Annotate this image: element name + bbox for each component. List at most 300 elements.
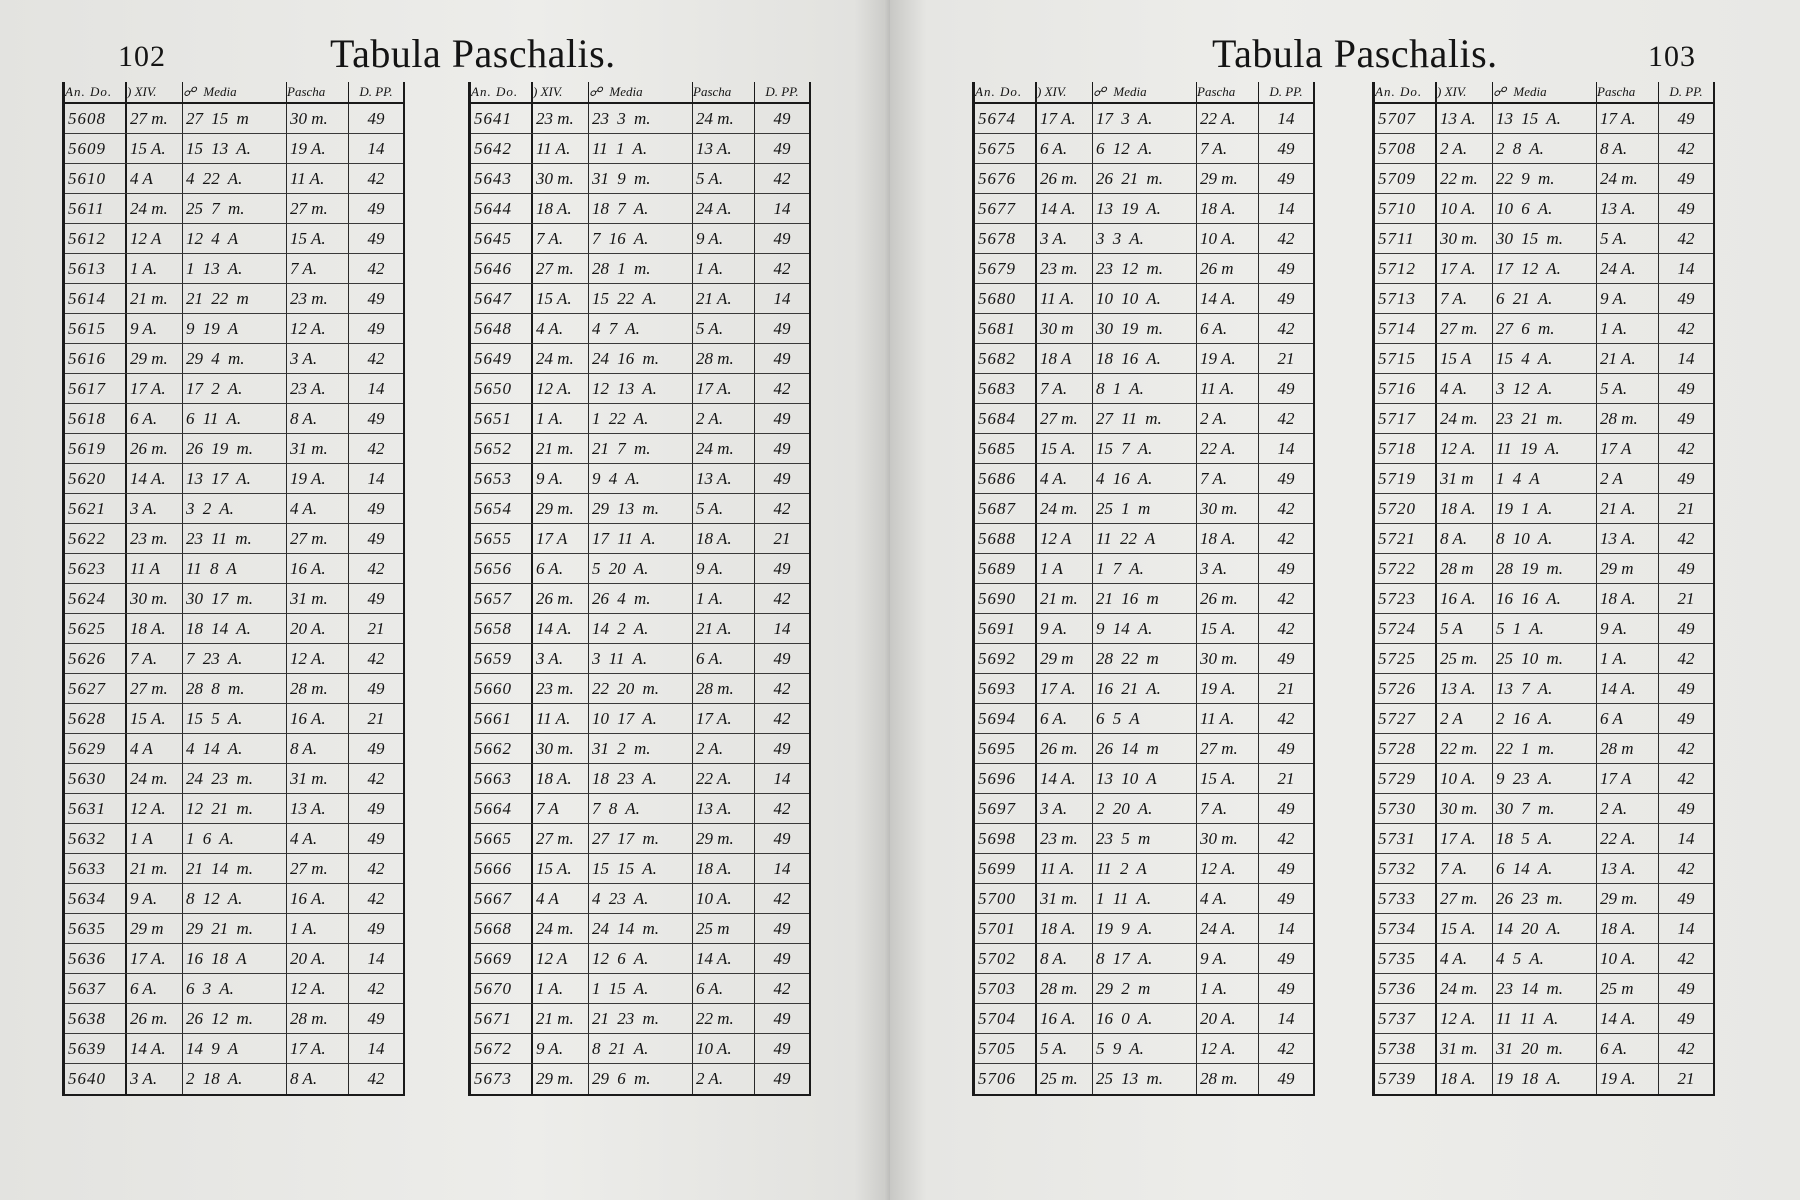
moon-xiv-cell: 28 m: [1437, 554, 1493, 583]
table-row: [975, 704, 1313, 734]
dpp-cell: 42: [773, 889, 791, 908]
moon-xiv-cell: 12 A: [533, 944, 589, 973]
pascha-cell: 2 A.: [693, 1064, 755, 1094]
table-row: [1375, 524, 1713, 554]
year-cell: 5689: [975, 554, 1037, 583]
moon-xiv-cell: 30 m: [1037, 314, 1093, 343]
moon-xiv-cell: 24 m.: [1437, 404, 1493, 433]
moon-xiv-cell: 14 A.: [533, 614, 589, 643]
moon-xiv-cell: 24 m.: [127, 764, 183, 793]
moon-xiv-cell: 18 A.: [1437, 1064, 1493, 1094]
moon-xiv-cell: 23 m.: [1037, 824, 1093, 853]
left-page: [0, 0, 890, 1200]
moon-xiv-cell: 4 A.: [1437, 944, 1493, 973]
dpp-cell: 49: [1677, 979, 1695, 998]
moon-xiv-cell: 18 A.: [533, 194, 589, 223]
table-row: [1375, 194, 1713, 224]
dpp-cell: 14: [773, 859, 791, 878]
moon-xiv-cell: 27 m.: [127, 104, 183, 133]
moon-xiv-cell: 18 A.: [533, 764, 589, 793]
year-cell: 5682: [975, 344, 1037, 373]
pascha-cell: 8 A.: [287, 1064, 349, 1094]
table-row: [1375, 1064, 1713, 1094]
year-cell: 5653: [471, 464, 533, 493]
moon-xiv-cell: 29 m: [1037, 644, 1093, 673]
table-row: [1375, 554, 1713, 584]
pascha-cell: 17 A.: [287, 1034, 349, 1063]
dpp-cell: 49: [773, 319, 791, 338]
media-cell: 29 6 m.: [589, 1064, 693, 1094]
pascha-cell: 28 m.: [1597, 404, 1659, 433]
dpp-cell: 42: [773, 169, 791, 188]
table-row: [471, 824, 809, 854]
table-header: [471, 82, 809, 104]
table-row: [65, 854, 403, 884]
media-cell: 26 21 m.: [1093, 164, 1197, 193]
media-cell: 11 11 A.: [1493, 1004, 1597, 1033]
pascha-cell: 6 A: [1597, 704, 1659, 733]
table-row: [1375, 284, 1713, 314]
year-cell: 5721: [1375, 524, 1437, 553]
year-cell: 5681: [975, 314, 1037, 343]
table-row: [975, 884, 1313, 914]
paschal-table: [62, 82, 405, 1096]
moon-xiv-cell: 18 A: [1037, 344, 1093, 373]
moon-xiv-cell: 11 A.: [533, 704, 589, 733]
table-row: [471, 764, 809, 794]
pascha-cell: 3 A.: [287, 344, 349, 373]
moon-xiv-cell: 7 A.: [127, 644, 183, 673]
media-cell: 10 17 A.: [589, 704, 693, 733]
pascha-cell: 14 A.: [1597, 674, 1659, 703]
media-cell: 27 17 m.: [589, 824, 693, 853]
moon-xiv-cell: 6 A.: [1037, 134, 1093, 163]
media-cell: 26 12 m.: [183, 1004, 287, 1033]
table-row: [65, 254, 403, 284]
media-cell: 21 7 m.: [589, 434, 693, 463]
table-row: [975, 1004, 1313, 1034]
pascha-cell: 8 A.: [287, 734, 349, 763]
dpp-cell: 49: [1677, 169, 1695, 188]
media-cell: 27 15 m: [183, 104, 287, 133]
media-cell: 15 15 A.: [589, 854, 693, 883]
pascha-cell: 4 A.: [287, 494, 349, 523]
year-cell: 5632: [65, 824, 127, 853]
moon-xiv-cell: 21 m.: [533, 434, 589, 463]
table-row: [1375, 134, 1713, 164]
media-cell: 25 13 m.: [1093, 1064, 1197, 1094]
moon-xiv-cell: 17 A.: [1437, 254, 1493, 283]
year-cell: 5703: [975, 974, 1037, 1003]
year-cell: 5707: [1375, 104, 1437, 133]
dpp-cell: 49: [1677, 199, 1695, 218]
column-header: An. Do.: [975, 82, 1037, 102]
dpp-cell: 49: [367, 499, 385, 518]
table-row: [975, 734, 1313, 764]
pascha-cell: 19 A.: [287, 464, 349, 493]
year-cell: 5612: [65, 224, 127, 253]
table-row: [471, 674, 809, 704]
year-cell: 5726: [1375, 674, 1437, 703]
page-title: Tabula Paschalis.: [330, 31, 616, 76]
dpp-cell: 21: [1677, 499, 1695, 518]
year-cell: 5724: [1375, 614, 1437, 643]
media-cell: 15 7 A.: [1093, 434, 1197, 463]
moon-xiv-cell: 17 A.: [127, 944, 183, 973]
column-header: ) XIV.: [127, 82, 183, 102]
media-cell: 17 3 A.: [1093, 104, 1197, 133]
dpp-cell: 49: [773, 109, 791, 128]
table-row: [65, 824, 403, 854]
table-row: [975, 164, 1313, 194]
table-row: [975, 614, 1313, 644]
table-row: [975, 404, 1313, 434]
pascha-cell: 22 A.: [1197, 104, 1259, 133]
year-cell: 5711: [1375, 224, 1437, 253]
moon-xiv-cell: 22 m.: [1437, 734, 1493, 763]
table-row: [1375, 224, 1713, 254]
dpp-cell: 49: [1677, 1009, 1695, 1028]
table-row: [65, 884, 403, 914]
pascha-cell: 1 A.: [287, 914, 349, 943]
pascha-cell: 13 A.: [693, 464, 755, 493]
dpp-cell: 21: [773, 529, 791, 548]
moon-xiv-cell: 4 A: [127, 734, 183, 763]
pascha-cell: 4 A.: [1197, 884, 1259, 913]
pascha-cell: 30 m.: [287, 104, 349, 133]
media-cell: 21 14 m.: [183, 854, 287, 883]
moon-xiv-cell: 4 A: [533, 884, 589, 913]
pascha-cell: 7 A.: [1197, 794, 1259, 823]
moon-xiv-cell: 15 A.: [1437, 914, 1493, 943]
media-cell: 3 12 A.: [1493, 374, 1597, 403]
pascha-cell: 20 A.: [287, 614, 349, 643]
year-cell: 5735: [1375, 944, 1437, 973]
year-cell: 5727: [1375, 704, 1437, 733]
table-row: [975, 524, 1313, 554]
pascha-cell: 9 A.: [693, 224, 755, 253]
moon-xiv-cell: 27 m.: [1437, 314, 1493, 343]
moon-xiv-cell: 15 A.: [533, 854, 589, 883]
media-cell: 15 22 A.: [589, 284, 693, 313]
year-cell: 5670: [471, 974, 533, 1003]
year-cell: 5624: [65, 584, 127, 613]
moon-xiv-cell: 11 A.: [533, 134, 589, 163]
table-row: [975, 824, 1313, 854]
year-cell: 5650: [471, 374, 533, 403]
pascha-cell: 9 A.: [1197, 944, 1259, 973]
moon-xiv-cell: 26 m.: [1037, 164, 1093, 193]
pascha-cell: 12 A.: [1197, 1034, 1259, 1063]
year-cell: 5696: [975, 764, 1037, 793]
dpp-cell: 42: [1277, 229, 1295, 248]
media-cell: 23 14 m.: [1493, 974, 1597, 1003]
dpp-cell: 49: [773, 649, 791, 668]
dpp-cell: 49: [773, 349, 791, 368]
table-row: [65, 404, 403, 434]
column-header: D. PP.: [1269, 84, 1303, 99]
dpp-cell: 49: [773, 829, 791, 848]
year-cell: 5633: [65, 854, 127, 883]
moon-xiv-cell: 4 A.: [1037, 464, 1093, 493]
table-row: [65, 284, 403, 314]
table-row: [975, 434, 1313, 464]
pascha-cell: 13 A.: [287, 794, 349, 823]
dpp-cell: 49: [1277, 979, 1295, 998]
dpp-cell: 49: [367, 289, 385, 308]
dpp-cell: 14: [1277, 439, 1295, 458]
dpp-cell: 42: [1277, 319, 1295, 338]
table-row: [975, 794, 1313, 824]
year-cell: 5608: [65, 104, 127, 133]
media-cell: 27 6 m.: [1493, 314, 1597, 343]
year-cell: 5709: [1375, 164, 1437, 193]
moon-xiv-cell: 26 m.: [127, 434, 183, 463]
pascha-cell: 19 A.: [1197, 344, 1259, 373]
moon-xiv-cell: 12 A.: [533, 374, 589, 403]
pascha-cell: 28 m.: [693, 674, 755, 703]
pascha-cell: 18 A.: [1197, 524, 1259, 553]
pascha-cell: 13 A.: [693, 134, 755, 163]
dpp-cell: 49: [1277, 469, 1295, 488]
pascha-cell: 20 A.: [287, 944, 349, 973]
table-row: [975, 764, 1313, 794]
pascha-cell: 2 A.: [693, 734, 755, 763]
pascha-cell: 14 A.: [1597, 1004, 1659, 1033]
page-number: 103: [1648, 40, 1696, 73]
media-cell: 9 14 A.: [1093, 614, 1197, 643]
pascha-cell: 28 m.: [1197, 1064, 1259, 1094]
year-cell: 5677: [975, 194, 1037, 223]
dpp-cell: 49: [1677, 889, 1695, 908]
year-cell: 5662: [471, 734, 533, 763]
moon-xiv-cell: 15 A.: [533, 284, 589, 313]
table-row: [471, 194, 809, 224]
moon-xiv-cell: 12 A: [127, 224, 183, 253]
pascha-cell: 7 A.: [287, 254, 349, 283]
pascha-cell: 10 A.: [1197, 224, 1259, 253]
media-cell: 24 23 m.: [183, 764, 287, 793]
year-cell: 5631: [65, 794, 127, 823]
pascha-cell: 1 A.: [693, 254, 755, 283]
pascha-cell: 1 A.: [1597, 644, 1659, 673]
dpp-cell: 49: [367, 229, 385, 248]
moon-xiv-cell: 4 A.: [1437, 374, 1493, 403]
pascha-cell: 17 A: [1597, 434, 1659, 463]
dpp-cell: 42: [367, 979, 385, 998]
dpp-cell: 14: [1277, 199, 1295, 218]
table-row: [1375, 164, 1713, 194]
column-header: An. Do.: [471, 82, 533, 102]
dpp-cell: 42: [773, 379, 791, 398]
moon-xiv-cell: 13 A.: [1437, 674, 1493, 703]
table-row: [471, 794, 809, 824]
media-cell: 17 11 A.: [589, 524, 693, 553]
moon-xiv-cell: 11 A: [127, 554, 183, 583]
pascha-cell: 2 A.: [1197, 404, 1259, 433]
dpp-cell: 49: [367, 199, 385, 218]
year-cell: 5665: [471, 824, 533, 853]
table-row: [975, 914, 1313, 944]
dpp-cell: 42: [1677, 739, 1695, 758]
dpp-cell: 42: [1677, 319, 1695, 338]
table-row: [65, 914, 403, 944]
media-cell: 30 7 m.: [1493, 794, 1597, 823]
moon-xiv-cell: 27 m.: [1437, 884, 1493, 913]
year-cell: 5701: [975, 914, 1037, 943]
dpp-cell: 49: [1277, 889, 1295, 908]
media-cell: 21 16 m: [1093, 584, 1197, 613]
dpp-cell: 49: [1277, 139, 1295, 158]
dpp-cell: 49: [773, 439, 791, 458]
media-cell: 25 7 m.: [183, 194, 287, 223]
moon-xiv-cell: 24 m.: [1037, 494, 1093, 523]
dpp-cell: 49: [1277, 859, 1295, 878]
year-cell: 5613: [65, 254, 127, 283]
media-cell: 4 16 A.: [1093, 464, 1197, 493]
table-row: [1375, 104, 1713, 134]
pascha-cell: 27 m.: [287, 194, 349, 223]
pascha-cell: 29 m.: [1197, 164, 1259, 193]
moon-xiv-cell: 2 A.: [1437, 134, 1493, 163]
pascha-cell: 22 A.: [1197, 434, 1259, 463]
media-cell: 16 16 A.: [1493, 584, 1597, 613]
pascha-cell: 21 A.: [693, 614, 755, 643]
table-row: [1375, 854, 1713, 884]
media-cell: 6 21 A.: [1493, 284, 1597, 313]
pascha-cell: 7 A.: [1197, 464, 1259, 493]
pascha-cell: 26 m.: [1197, 584, 1259, 613]
table-row: [65, 944, 403, 974]
moon-xiv-cell: 21 m.: [127, 854, 183, 883]
pascha-cell: 11 A.: [287, 164, 349, 193]
media-cell: 11 1 A.: [589, 134, 693, 163]
pascha-cell: 16 A.: [287, 554, 349, 583]
media-cell: 5 20 A.: [589, 554, 693, 583]
media-cell: 23 11 m.: [183, 524, 287, 553]
year-cell: 5666: [471, 854, 533, 883]
year-cell: 5713: [1375, 284, 1437, 313]
moon-xiv-cell: 7 A.: [533, 224, 589, 253]
table-header: [65, 82, 403, 104]
table-row: [471, 344, 809, 374]
pascha-cell: 9 A.: [693, 554, 755, 583]
year-cell: 5725: [1375, 644, 1437, 673]
dpp-cell: 42: [773, 499, 791, 518]
moon-xiv-cell: 18 A.: [127, 614, 183, 643]
year-cell: 5736: [1375, 974, 1437, 1003]
media-cell: 22 9 m.: [1493, 164, 1597, 193]
moon-xiv-cell: 3 A.: [127, 494, 183, 523]
moon-xiv-cell: 1 A.: [533, 974, 589, 1003]
pascha-cell: 9 A.: [1597, 284, 1659, 313]
media-cell: 15 5 A.: [183, 704, 287, 733]
year-cell: 5671: [471, 1004, 533, 1033]
media-cell: 13 7 A.: [1493, 674, 1597, 703]
moon-xiv-cell: 27 m.: [127, 674, 183, 703]
year-cell: 5647: [471, 284, 533, 313]
dpp-cell: 49: [367, 919, 385, 938]
column-header: ) XIV.: [533, 82, 589, 102]
moon-xiv-cell: 10 A.: [1437, 194, 1493, 223]
media-cell: 22 20 m.: [589, 674, 693, 703]
dpp-cell: 49: [367, 679, 385, 698]
table-row: [65, 974, 403, 1004]
year-cell: 5704: [975, 1004, 1037, 1033]
dpp-cell: 49: [773, 469, 791, 488]
media-cell: 8 12 A.: [183, 884, 287, 913]
table-row: [1375, 464, 1713, 494]
pascha-cell: 28 m.: [287, 674, 349, 703]
dpp-cell: 14: [367, 949, 385, 968]
dpp-cell: 21: [1677, 589, 1695, 608]
media-cell: 11 2 A: [1093, 854, 1197, 883]
moon-xiv-cell: 21 m.: [127, 284, 183, 313]
moon-xiv-cell: 17 A: [533, 524, 589, 553]
media-cell: 14 20 A.: [1493, 914, 1597, 943]
year-cell: 5657: [471, 584, 533, 613]
media-cell: 21 23 m.: [589, 1004, 693, 1033]
moon-xiv-cell: 15 A.: [127, 704, 183, 733]
table-row: [975, 464, 1313, 494]
table-row: [1375, 644, 1713, 674]
media-cell: 8 17 A.: [1093, 944, 1197, 973]
media-cell: 26 4 m.: [589, 584, 693, 613]
table-row: [65, 644, 403, 674]
column-header: ☍ Media: [1493, 82, 1597, 102]
dpp-cell: 42: [773, 709, 791, 728]
dpp-cell: 21: [1677, 1069, 1695, 1088]
dpp-cell: 42: [1677, 229, 1695, 248]
year-cell: 5620: [65, 464, 127, 493]
table-row: [471, 524, 809, 554]
moon-xiv-cell: 29 m.: [533, 494, 589, 523]
year-cell: 5611: [65, 194, 127, 223]
table-row: [471, 404, 809, 434]
media-cell: 19 1 A.: [1493, 494, 1597, 523]
media-cell: 29 21 m.: [183, 914, 287, 943]
year-cell: 5639: [65, 1034, 127, 1063]
table-row: [471, 494, 809, 524]
pascha-cell: 22 m.: [693, 1004, 755, 1033]
column-header: Pascha: [1197, 82, 1259, 102]
dpp-cell: 49: [1277, 169, 1295, 188]
pascha-cell: 29 m.: [1597, 884, 1659, 913]
year-cell: 5628: [65, 704, 127, 733]
year-cell: 5683: [975, 374, 1037, 403]
table-row: [975, 374, 1313, 404]
moon-xiv-cell: 6 A.: [127, 404, 183, 433]
table-row: [65, 584, 403, 614]
table-row: [471, 224, 809, 254]
dpp-cell: 49: [773, 139, 791, 158]
media-cell: 16 0 A.: [1093, 1004, 1197, 1033]
year-cell: 5717: [1375, 404, 1437, 433]
dpp-cell: 49: [1277, 649, 1295, 668]
pascha-cell: 18 A.: [693, 524, 755, 553]
moon-xiv-cell: 29 m.: [127, 344, 183, 373]
pascha-cell: 13 A.: [1597, 854, 1659, 883]
page-number: 102: [118, 40, 166, 73]
media-cell: 13 15 A.: [1493, 104, 1597, 133]
media-cell: 13 10 A: [1093, 764, 1197, 793]
column-header: D. PP.: [1669, 84, 1703, 99]
column-header: Pascha: [287, 82, 349, 102]
pascha-cell: 28 m.: [693, 344, 755, 373]
media-cell: 23 21 m.: [1493, 404, 1597, 433]
pascha-cell: 12 A.: [287, 974, 349, 1003]
dpp-cell: 42: [1677, 769, 1695, 788]
